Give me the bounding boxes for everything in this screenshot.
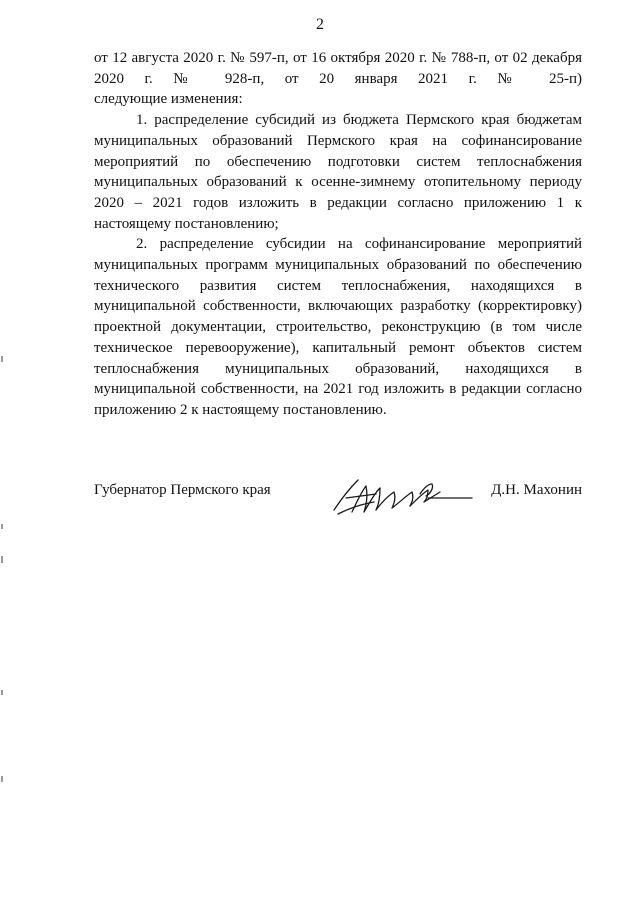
page-number: 2 <box>316 16 324 33</box>
handwritten-signature <box>316 472 476 518</box>
scan-edge-mark <box>1 690 3 695</box>
scan-edge-mark <box>1 776 3 782</box>
scan-edge-mark <box>1 356 3 362</box>
scan-edge-mark <box>1 524 3 529</box>
paragraph-amendments-intro-lead: от 12 августа 2020 г. № 597-п, от 16 октября 2020 г. № 788-п, от 02 декабря 2020 г. № 928-п, от 20 января 2021 г. № 25-п) <box>94 50 582 87</box>
paragraph-amendments-intro-tail: следующие изменения: <box>94 91 243 108</box>
paragraph-item-1: 1. распределение субсидий из бюджета Пермского края бюджетам муниципальных образований Пермского края на софинансирование мероприятий по обеспечению подготовки систем теплоснабжения муниципальных образований к осенне-зимнему отопительному периоду 2020 – 2021 годов изложить в редакции согласно приложению 1 к настоящему постановлению; <box>94 112 582 232</box>
document-body <box>94 48 582 421</box>
signer-name: Д.Н. Махонин <box>491 482 582 498</box>
scan-edge-mark <box>1 556 3 563</box>
scan-edge-marks <box>0 0 6 905</box>
signer-title: Губернатор Пермского края <box>94 482 271 498</box>
signature-block <box>94 472 582 522</box>
paragraph-item-2: 2. распределение субсидии на софинансирование мероприятий муниципальных программ муниципальных образований по обеспечению технического развития систем теплоснабжения, находящихся в муниципальной собственности, включающих разработку (корректировку) проектной документации, строительство, реконструкцию (в том числе техническое перевооружение), капитальный ремонт объектов систем теплоснабжения муниципальных образований, находящихся в муниципальной собственности, на 2021 год изложить в редакции согласно приложению 2 к настоящему постановлению. <box>94 236 582 418</box>
paragraph-amendments-intro <box>94 48 582 110</box>
